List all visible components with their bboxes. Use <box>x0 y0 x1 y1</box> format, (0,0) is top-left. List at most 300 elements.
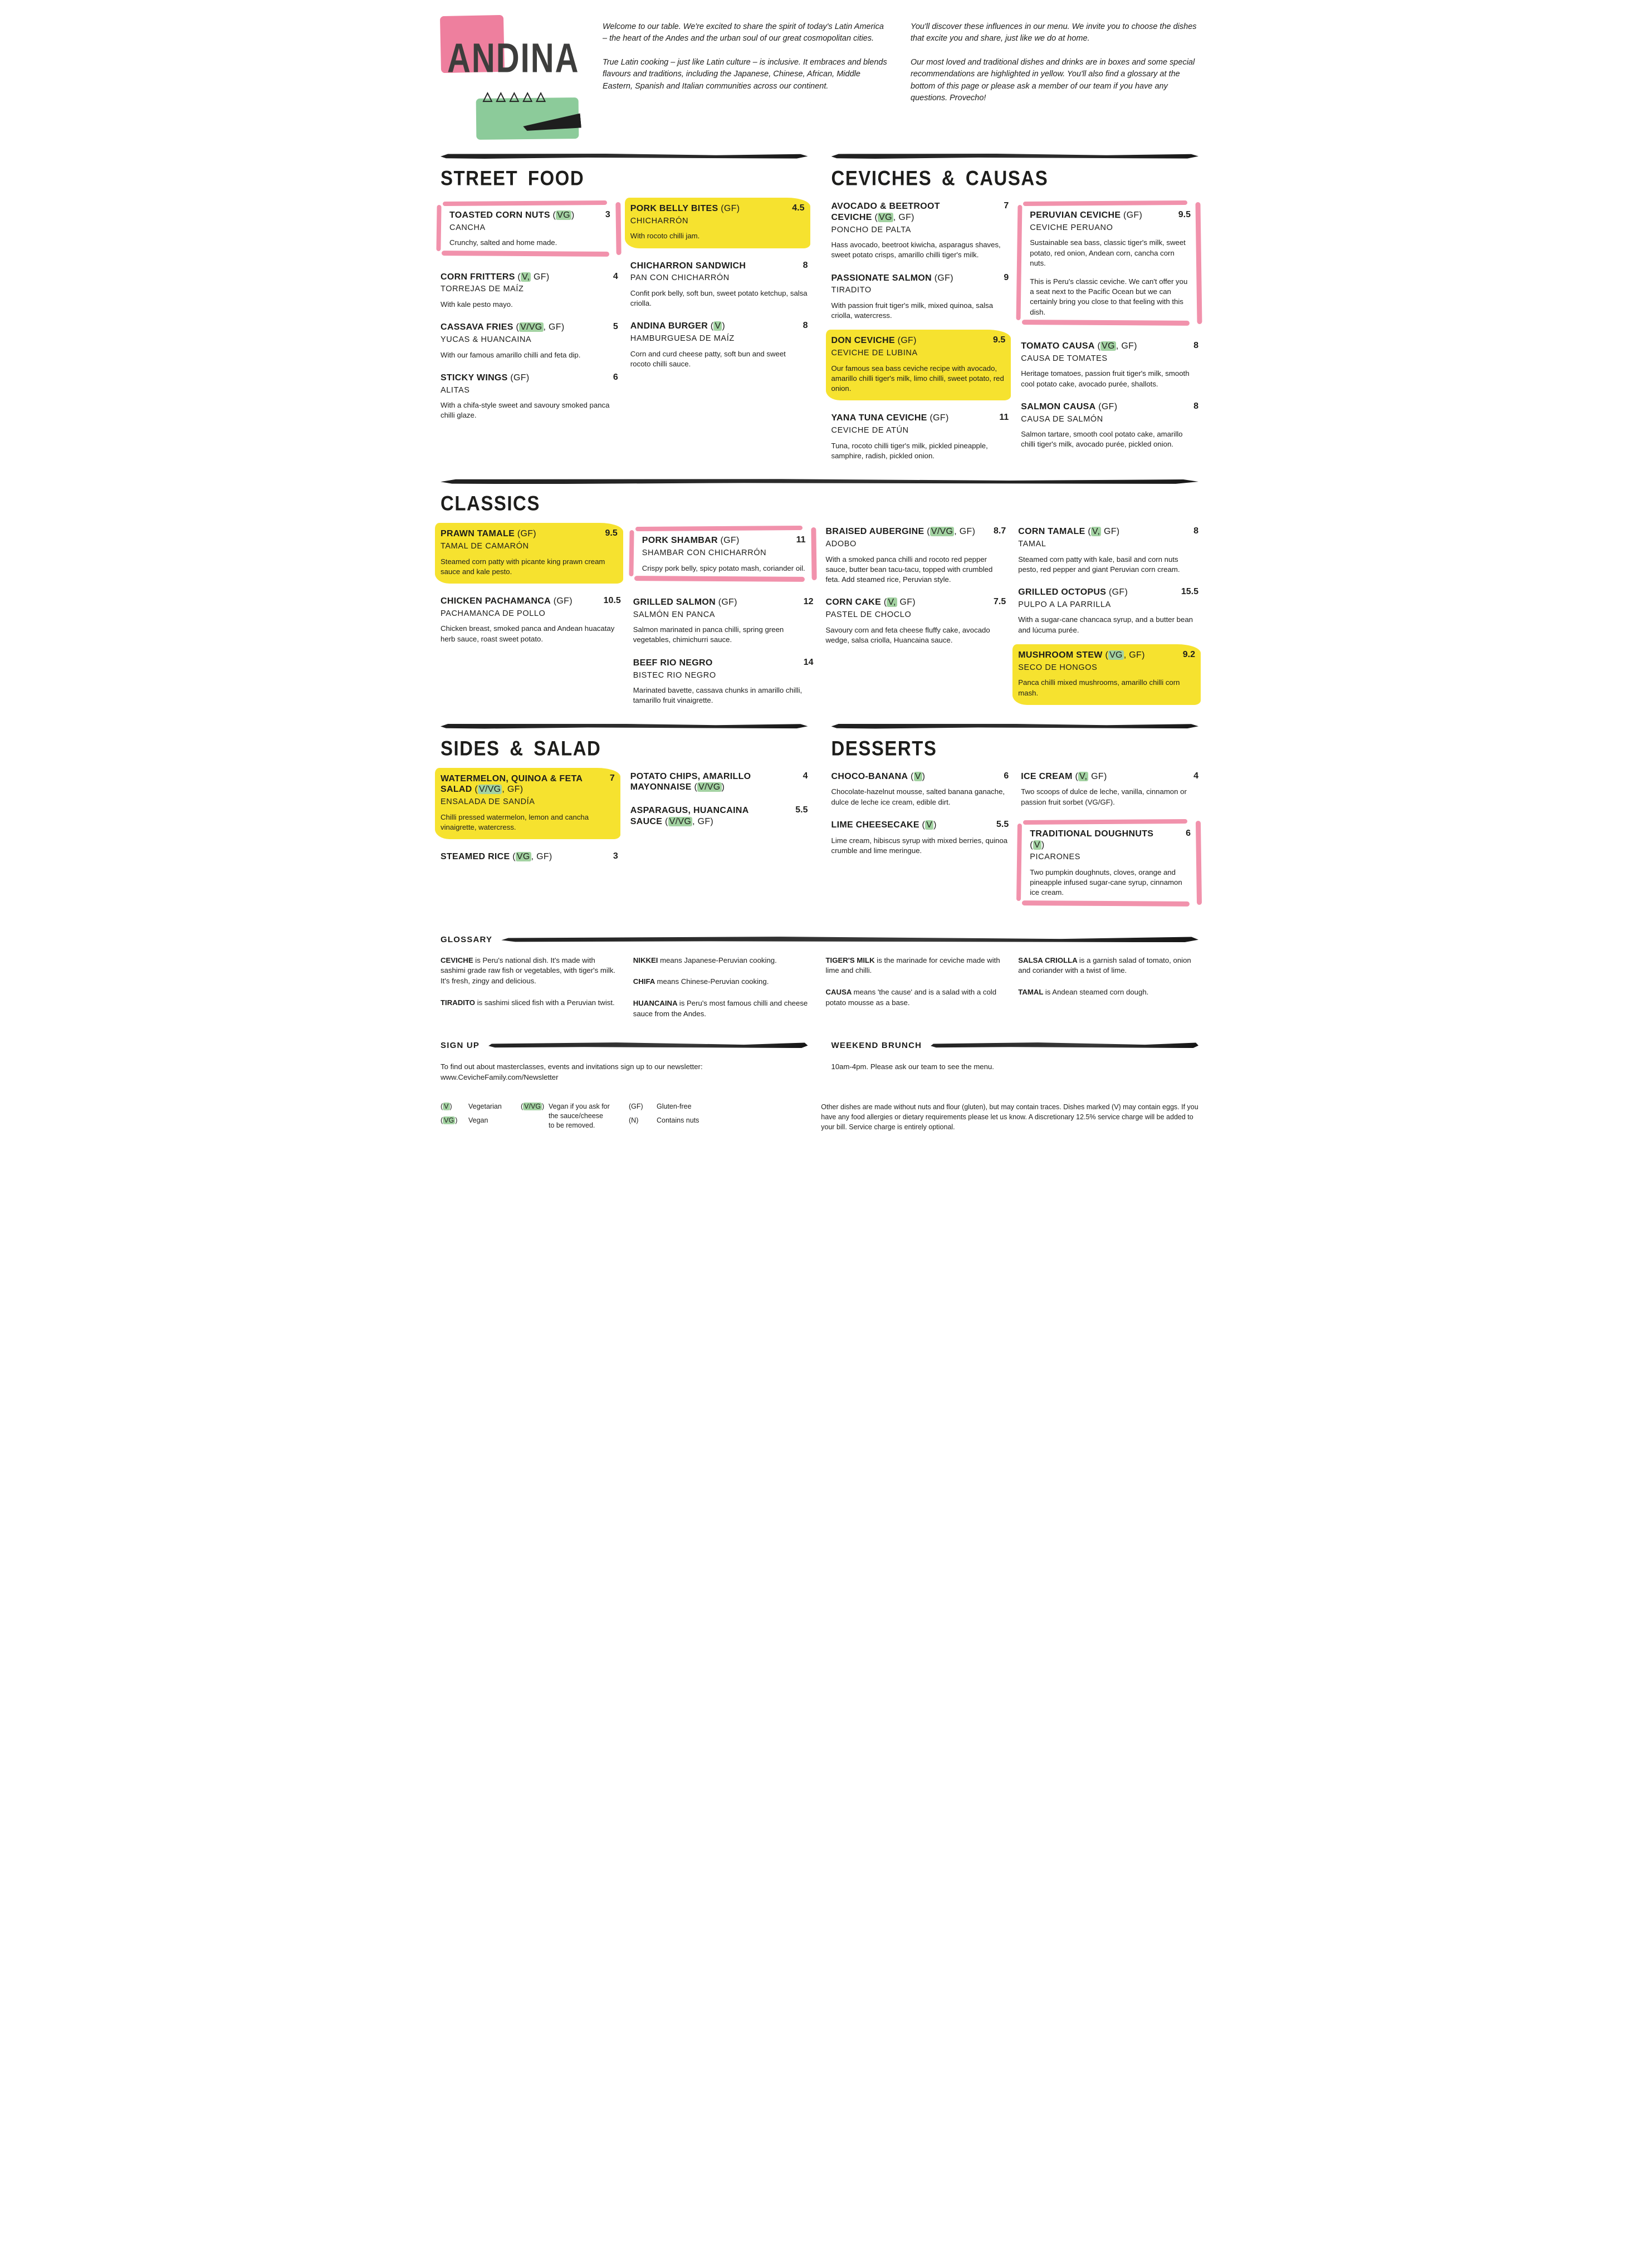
item-price: 7 <box>1004 201 1009 210</box>
item-name <box>1030 829 1165 851</box>
legend-entry <box>629 1116 699 1125</box>
legend-code: (N) <box>629 1116 639 1125</box>
item-content <box>831 771 1009 807</box>
item-subtitle: SECO DE HONGOS <box>1018 663 1098 672</box>
item-content <box>630 321 808 369</box>
item-price: 3 <box>613 851 618 861</box>
item-name-text: STICKY WINGS <box>441 373 508 383</box>
menu-item <box>633 658 814 706</box>
item-header <box>831 273 1009 284</box>
item-description: With a sugar-cane chancaca syrup, and a butter bean and lúcuma purée. <box>1018 615 1193 634</box>
item-price: 7 <box>609 773 615 783</box>
diet-tags: (GF) <box>715 597 737 607</box>
item-name-text: PRAWN TAMALE <box>441 529 515 539</box>
item-name-text: WATERMELON, QUINOA & FETA SALAD <box>441 773 583 795</box>
diet-tags: ( VG , GF) <box>872 212 914 222</box>
menu-item <box>1021 341 1198 389</box>
diet-highlight: V, <box>1079 771 1088 781</box>
menu-item <box>831 330 1009 400</box>
legend-entry <box>629 1102 699 1111</box>
legend-label: Gluten-free <box>657 1103 692 1111</box>
item-subtitle: CEVICHE DE LUBINA <box>831 349 918 358</box>
diet-tags: (GF) <box>1121 210 1143 220</box>
yellow-highlight <box>625 198 810 248</box>
diet-highlight: V/VG <box>524 1103 541 1111</box>
item-name-text: POTATO CHIPS, AMARILLO MAYONNAISE <box>630 771 751 792</box>
diet-tags: (GF) <box>1095 401 1118 412</box>
section-desserts <box>831 724 1199 922</box>
pink-box-stroke <box>629 530 634 576</box>
signup-header <box>441 1041 808 1050</box>
item-description: Savoury corn and feta cheese fluffy cake, avocado wedge, salsa criolla, Huancaina sauce. <box>825 625 990 644</box>
item-description: Crunchy, salted and home made. <box>449 238 557 247</box>
item-header <box>630 805 808 827</box>
section-title: CEVICHES & CAUSAS <box>831 166 1049 190</box>
item-content <box>831 820 1009 856</box>
signup-title: SIGN UP <box>441 1040 480 1050</box>
section-columns <box>441 526 1198 718</box>
glossary-definition: is Andean steamed corn dough. <box>1045 988 1149 997</box>
menu-item <box>630 321 808 369</box>
diet-tags: ( V, GF) <box>1072 771 1107 781</box>
yellow-highlight <box>435 768 620 840</box>
item-header <box>1018 650 1195 661</box>
diet-tags: ( VG , GF) <box>1094 341 1137 351</box>
menu-item <box>633 597 814 645</box>
glossary-column <box>1018 956 1198 1031</box>
diet-highlight: V <box>914 771 921 781</box>
item-content <box>1018 526 1198 575</box>
item-header <box>831 335 1006 346</box>
menu-column <box>831 201 1009 473</box>
legend-group <box>441 1102 502 1135</box>
intro-paragraph: You'll discover these influences in our menu. We invite you to choose the dishes that excite you and share, just like we do at home. <box>911 22 1197 43</box>
brunch-header <box>831 1041 1199 1050</box>
item-content <box>642 535 806 574</box>
menu-item <box>831 771 1009 807</box>
diet-tags: ( VG , GF) <box>510 852 552 862</box>
menu-item <box>1018 587 1198 635</box>
pink-box-stroke <box>443 200 607 206</box>
item-name-text: PASSIONATE SALMON <box>831 273 932 283</box>
menu-item <box>1018 526 1198 575</box>
diet-highlight: V <box>444 1103 449 1111</box>
item-content <box>826 597 1006 645</box>
item-name-text: CHOCO-BANANA <box>831 771 908 781</box>
item-price: 4 <box>1193 771 1198 781</box>
menu-column <box>1021 201 1198 473</box>
item-description: Marinated bavette, cassava chunks in amarillo chilli, tamarillo fruit vinaigrette. <box>633 686 803 705</box>
item-price: 5.5 <box>996 819 1009 829</box>
brush-rule <box>831 154 1199 159</box>
menu-item <box>1021 201 1198 325</box>
item-name <box>1018 526 1119 537</box>
item-header <box>831 413 1009 424</box>
item-subtitle: PONCHO DE PALTA <box>831 225 912 234</box>
diet-highlight: V, <box>888 597 896 608</box>
item-name <box>441 596 573 607</box>
signup-copy: To find out about masterclasses, events and invitations sign up to our newsletter: <box>441 1062 703 1071</box>
item-subtitle: PACHAMANCA DE POLLO <box>441 609 546 618</box>
item-subtitle: BISTEC RIO NEGRO <box>633 670 716 680</box>
item-header <box>1030 210 1191 221</box>
diet-tags: ( V ) <box>908 771 926 781</box>
item-description: Two scoops of dulce de leche, vanilla, cinnamon or passion fruit sorbet (VG/GF). <box>1021 787 1187 806</box>
item-name-text: CORN TAMALE <box>1018 527 1085 537</box>
diet-tags: ( V ) <box>708 321 726 331</box>
item-description: Heritage tomatoes, passion fruit tiger's milk, smooth cool potato cake, avocado purée, shallots. <box>1021 369 1190 388</box>
diet-tags: ( V/VG , GF) <box>513 322 565 332</box>
item-description: Chicken breast, smoked panca and Andean huacatay herb sauce, roast sweet potato. <box>441 624 615 643</box>
item-price: 15.5 <box>1181 587 1198 597</box>
item-content <box>831 273 1009 321</box>
legend-group <box>629 1102 699 1135</box>
menu-item <box>633 526 814 581</box>
item-price: 9.5 <box>605 528 618 538</box>
glossary-term: NIKKEI <box>633 956 661 964</box>
item-content <box>449 210 610 248</box>
item-name <box>633 597 737 608</box>
menu-item <box>441 201 618 256</box>
glossary-entry <box>441 956 621 987</box>
item-price: 8 <box>1193 526 1198 536</box>
signup-text <box>441 1061 808 1084</box>
item-subtitle: SALMÓN EN PANCA <box>633 610 716 619</box>
item-name-text: AVOCADO & BEETROOT CEVICHE <box>831 202 940 222</box>
menu-item <box>630 198 808 248</box>
menu-item <box>630 771 808 793</box>
item-name-text: YANA TUNA CEVICHE <box>831 413 927 423</box>
diet-tags: ( V/VG , GF) <box>472 785 523 795</box>
newsletter-url[interactable]: www.CevicheFamily.com/Newsletter <box>441 1073 559 1082</box>
item-name <box>826 597 916 608</box>
glossary-header <box>441 935 1198 944</box>
section-columns <box>441 771 808 875</box>
item-name-text: CORN FRITTERS <box>441 272 515 282</box>
item-header <box>441 773 615 796</box>
item-description: Hass avocado, beetroot kiwicha, asparagus shaves, sweet potato crisps, amarillo chilli tiger's milk. <box>831 241 1001 259</box>
legend-group <box>521 1102 610 1135</box>
item-name-text: TRADITIONAL DOUGHNUTS <box>1030 829 1154 839</box>
glossary-term: CHIFA <box>633 977 657 986</box>
item-header <box>826 597 1006 608</box>
menu-column <box>441 526 621 718</box>
item-name-text: CHICHARRON SANDWICH <box>630 261 746 271</box>
diet-highlight: VG <box>557 210 570 220</box>
legend-label: Vegetarian <box>468 1103 502 1111</box>
glossary-entry <box>633 998 814 1019</box>
item-header <box>831 771 1009 782</box>
item-price: 8 <box>803 321 808 331</box>
item-name-text: ASPARAGUS, HUANCAINA SAUCE <box>630 806 748 826</box>
diet-tags: (GF) <box>932 273 953 283</box>
item-price: 8.7 <box>994 526 1006 536</box>
pink-box-stroke <box>1022 900 1190 907</box>
intro-paragraph: Welcome to our table. We're excited to share the spirit of today's Latin America – the heart of the Andes and the urban soul of our great cosmopolitan cities. <box>603 22 884 43</box>
menu-item <box>831 413 1009 461</box>
item-header <box>630 203 805 214</box>
diet-tags: ( VG ) <box>550 210 575 220</box>
logo <box>441 12 583 146</box>
pink-box-stroke <box>1022 320 1190 326</box>
legend-code: ( V/VG ) <box>521 1103 545 1111</box>
item-content <box>633 597 814 645</box>
brush-rule <box>441 724 808 729</box>
item-name <box>441 851 552 863</box>
item-subtitle: TAMAL DE CAMARÓN <box>441 542 529 551</box>
glossary-definition: means Japanese-Peruvian cooking. <box>660 956 777 964</box>
logo-title: ANDINA <box>447 35 580 82</box>
glossary-term: HUANCAINA <box>633 999 679 1008</box>
brunch-block <box>831 1033 1199 1084</box>
diet-tags: ( V, GF) <box>881 597 916 608</box>
item-name <box>1018 650 1145 661</box>
brush-rule <box>831 724 1199 729</box>
item-header <box>630 261 808 272</box>
glossary-definition: is the marinade for ceviche made with lime and chilli. <box>825 956 1000 975</box>
glossary-definition: is a garnish salad of tomato, onion and coriander with a twist of lime. <box>1018 956 1191 975</box>
item-name-text: ICE CREAM <box>1021 771 1073 781</box>
item-description: Panca chilli mixed mushrooms, amarillo chilli corn mash. <box>1018 678 1180 697</box>
diet-tags: (GF) <box>1106 587 1128 597</box>
section-title: SIDES & SALAD <box>441 736 601 760</box>
item-content <box>1021 341 1198 389</box>
section-columns <box>831 201 1199 473</box>
item-name-text: TOASTED CORN NUTS <box>449 210 550 220</box>
yellow-highlight <box>1012 644 1201 705</box>
diet-highlight: VG <box>1102 341 1115 351</box>
glossary-entry <box>826 987 1006 1008</box>
pink-box-stroke <box>1016 824 1022 901</box>
glossary-term: SALSA CRIOLLA <box>1018 956 1079 964</box>
item-price: 4 <box>613 271 618 281</box>
diet-tags: ( V ) <box>1030 840 1045 850</box>
intro-paragraph: Our most loved and traditional dishes and drinks are in boxes and some special recommendations are highlighted in yellow. You'll also find a glossary at the bottom of this page or please ask a member of our team if you have any questions. Provecho! <box>911 58 1195 102</box>
diet-highlight: VG <box>516 852 530 862</box>
item-name <box>441 272 550 283</box>
section-title: DESSERTS <box>831 736 937 760</box>
glossary-entry <box>633 956 814 966</box>
diet-highlight: V <box>1034 840 1040 850</box>
item-description: With rocoto chilli jam. <box>630 232 700 241</box>
item-header <box>831 201 1009 223</box>
item-header <box>1018 587 1198 598</box>
menu-column <box>441 771 618 875</box>
item-subtitle: CAUSA DE SALMÓN <box>1021 414 1103 424</box>
item-content <box>630 261 808 309</box>
item-content <box>1021 771 1198 807</box>
diet-tags: (GF) <box>718 204 740 213</box>
item-name <box>630 203 740 214</box>
item-name-text: SALMON CAUSA <box>1021 401 1096 412</box>
item-description: With a chifa-style sweet and savoury smoked panca chilli glaze. <box>441 401 610 420</box>
item-subtitle: PAN CON CHICHARRÓN <box>630 273 730 283</box>
item-header <box>1030 829 1191 851</box>
item-description: With kale pesto mayo. <box>441 300 513 308</box>
glossary-column <box>826 956 1006 1031</box>
diet-tags: ( V ) <box>919 820 937 830</box>
section-ceviches-causas <box>831 154 1199 473</box>
item-name <box>831 771 926 782</box>
legend-footer <box>441 1102 1198 1135</box>
item-name-text: PERUVIAN CEVICHE <box>1030 210 1121 220</box>
item-name <box>831 201 981 223</box>
diet-highlight: V <box>715 321 721 331</box>
item-name-text: ANDINA BURGER <box>630 321 708 331</box>
item-subtitle: TAMAL <box>1018 540 1046 549</box>
item-name <box>1021 341 1137 352</box>
item-description: This is Peru's classic ceviche. We can't offer you a seat next to the Pacific Ocean but we can certainly bring you close to that feeling with this dish. <box>1030 277 1188 316</box>
item-name <box>441 528 536 540</box>
item-name <box>1030 210 1142 221</box>
diet-tags: (GF) <box>717 536 740 546</box>
item-price: 6 <box>613 372 618 382</box>
item-price: 9.5 <box>1178 210 1191 219</box>
item-content <box>831 201 1009 261</box>
menu-column <box>1018 526 1198 718</box>
item-name-text: GRILLED SALMON <box>633 597 716 607</box>
item-name-text: CHICKEN PACHAMANCA <box>441 596 551 606</box>
item-content <box>441 322 618 360</box>
item-price: 5 <box>613 322 618 332</box>
item-description: Our famous sea bass ceviche recipe with avocado, amarillo chilli tiger's milk, limo chilli, sweet potato, red onion. <box>831 364 1004 393</box>
item-description: Sustainable sea bass, classic tiger's milk, sweet potato, red onion, Andean corn, cancha corn nuts. <box>1030 238 1186 267</box>
item-price: 9 <box>1004 272 1009 282</box>
item-subtitle: ALITAS <box>441 385 470 395</box>
item-name <box>642 535 740 546</box>
glossary-term: TAMAL <box>1018 988 1045 997</box>
menu-item <box>630 261 808 309</box>
section-classics <box>441 479 1198 718</box>
glossary-definition: means 'the cause' and is a salad with a cold potato mousse as a base. <box>825 988 997 1007</box>
diet-highlight: V/VG <box>478 785 501 795</box>
item-subtitle: TORREJAS DE MAÍZ <box>441 285 524 294</box>
pink-box-stroke <box>615 202 621 255</box>
item-name <box>441 773 587 796</box>
item-content <box>441 596 621 644</box>
section-title: STREET FOOD <box>441 166 585 190</box>
menu-item <box>831 273 1009 321</box>
item-description: Tuna, rocoto chilli tiger's milk, pickled pineapple, samphire, radish, pickled onion. <box>831 441 988 461</box>
menu-item <box>1021 820 1198 906</box>
yellow-highlight <box>435 523 623 584</box>
pink-box-stroke <box>634 576 805 582</box>
item-subtitle: CHICHARRÓN <box>630 216 689 226</box>
item-subtitle: CAUSA DE TOMATES <box>1021 354 1108 363</box>
item-header <box>630 321 808 332</box>
diet-highlight: V/VG <box>698 782 721 792</box>
glossary-title: GLOSSARY <box>441 934 493 944</box>
section-street-food <box>441 154 808 433</box>
item-name <box>630 805 780 827</box>
item-header <box>441 322 618 333</box>
diet-highlight: VG <box>444 1116 454 1125</box>
diet-tags: (GF) <box>894 336 917 346</box>
menu-item <box>441 373 618 421</box>
item-subtitle: ENSALADA DE SANDÍA <box>441 797 535 807</box>
diet-highlight: V, <box>1092 527 1100 537</box>
header <box>441 12 1198 146</box>
menu-item <box>441 322 618 360</box>
item-content <box>1018 587 1198 635</box>
item-name-text: BEEF RIO NEGRO <box>633 658 713 668</box>
item-price: 4 <box>803 771 808 781</box>
item-header <box>449 210 610 221</box>
glossary-columns <box>441 956 1198 1031</box>
yellow-highlight <box>826 330 1011 400</box>
brush-rule <box>441 154 808 159</box>
diet-tags: (GF) <box>515 529 536 539</box>
glossary-term: TIRADITO <box>441 998 477 1007</box>
menu-item <box>826 597 1006 645</box>
menu-item <box>441 596 621 644</box>
glossary-column <box>441 956 621 1031</box>
item-content <box>633 658 814 706</box>
brunch-title: WEEKEND BRUNCH <box>831 1040 922 1050</box>
diet-tags: ( V/VG , GF) <box>662 817 714 826</box>
item-description: Steamed corn patty with kale, basil and corn nuts pesto, red pepper and giant Peruvian corn cream. <box>1018 555 1180 574</box>
item-description: With a smoked panca chilli and rocoto red pepper sauce, butter bean tacu-tacu, topped with crumbled feta. Add steamed rice, Peruvian style. <box>825 555 993 584</box>
glossary-entry <box>441 998 621 1008</box>
item-price: 11 <box>796 535 806 545</box>
item-price: 6 <box>1004 771 1009 781</box>
item-name-text: PORK SHAMBAR <box>642 536 718 546</box>
diet-highlight: V, <box>522 272 530 282</box>
section-sides-salad <box>441 724 808 875</box>
item-subtitle: PASTEL DE CHOCLO <box>825 610 912 620</box>
item-price: 8 <box>803 260 808 270</box>
pink-box-stroke <box>1016 205 1022 320</box>
diet-highlight: V/VG <box>520 322 542 332</box>
item-description: Lime cream, hibiscus syrup with mixed berries, quinoa crumble and lime meringue. <box>831 836 1008 855</box>
item-header <box>441 596 621 607</box>
item-price: 5.5 <box>795 805 808 815</box>
item-header <box>831 820 1009 831</box>
menu-item <box>441 272 618 310</box>
menu-item <box>826 526 1006 585</box>
item-content <box>831 413 1009 461</box>
pink-box-stroke <box>1023 819 1187 825</box>
item-subtitle: ADOBO <box>825 540 857 549</box>
item-header <box>630 771 808 793</box>
item-subtitle: YUCAS & HUANCAINA <box>441 335 532 345</box>
diet-tags: ( V, GF) <box>1085 527 1120 537</box>
glossary <box>441 935 1198 1031</box>
menu-item <box>831 201 1009 261</box>
glossary-definition: is sashimi sliced fish with a Peruvian twist. <box>477 998 615 1007</box>
pink-box-stroke <box>442 251 609 257</box>
item-content <box>630 771 808 793</box>
item-name <box>826 526 976 537</box>
item-name-text: GRILLED OCTOPUS <box>1018 587 1107 597</box>
item-price: 7.5 <box>994 597 1006 607</box>
item-price: 3 <box>605 210 610 219</box>
pink-box-stroke <box>1195 202 1202 324</box>
item-header <box>633 597 814 608</box>
diet-highlight: VG <box>1109 650 1123 660</box>
item-name <box>831 335 917 346</box>
glossary-entry <box>633 977 814 987</box>
glossary-definition: is Peru's national dish. It's made with sashimi grade raw fish or vegetables, with tiger's milk. It's fresh, zingy and delicious. <box>441 956 616 986</box>
item-subtitle: PICARONES <box>1030 853 1081 862</box>
item-content <box>441 851 618 863</box>
item-name <box>831 820 937 831</box>
glossary-entry <box>1018 987 1198 998</box>
item-price: 6 <box>1186 828 1191 838</box>
item-header <box>1021 401 1198 413</box>
legend-code: ( V ) <box>441 1103 452 1111</box>
item-description: With passion fruit tiger's milk, mixed quinoa, salsa criolla, watercress. <box>831 301 994 320</box>
